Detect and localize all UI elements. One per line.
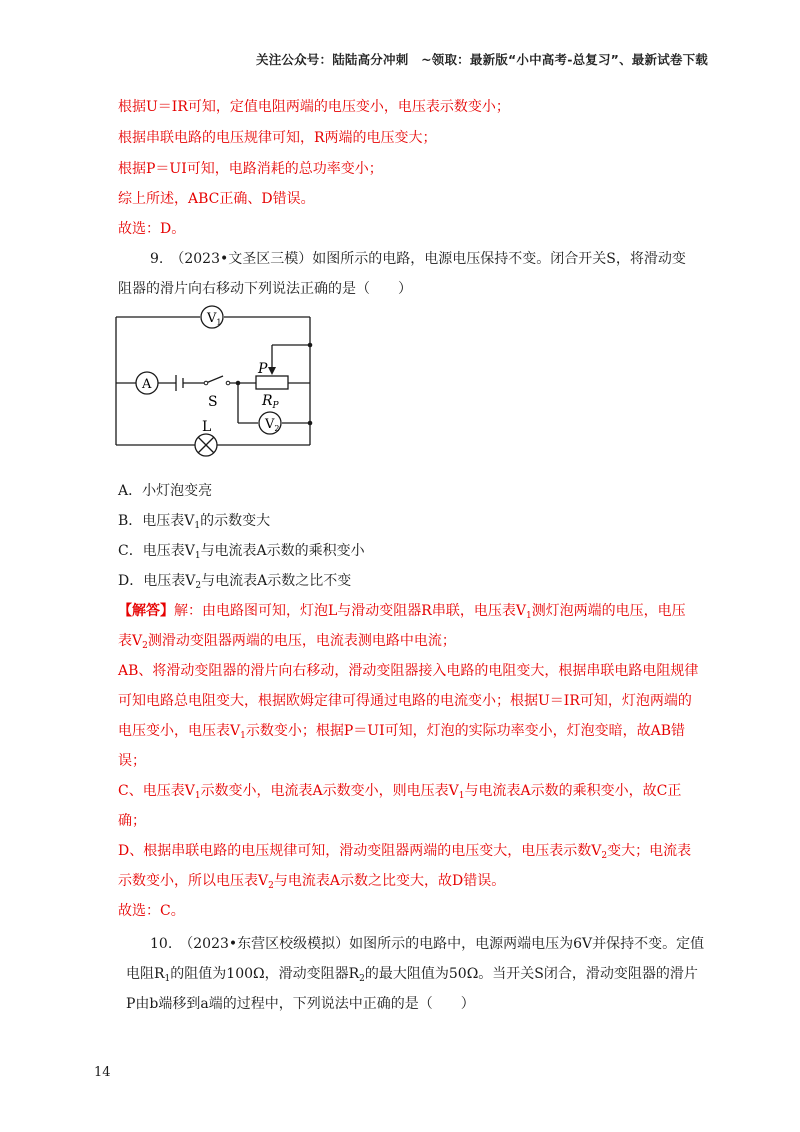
q9-answer-line-4: 可知电路总电阻变大，根据欧姆定律可得通过电路的电流变小；根据U＝IR可知，灯泡两端的 bbox=[118, 693, 692, 709]
prev-solution-line-3: 根据P＝UI可知，电路消耗的总功率变小； bbox=[118, 161, 383, 177]
q9-answer-line-3: AB、将滑动变阻器的滑片向右移动，滑动变阻器接入电路的电阻变大，根据串联电路电阻规律 bbox=[118, 663, 699, 679]
answer-tag: 【解答】 bbox=[118, 603, 174, 619]
prev-solution-conclusion: 故选：D。 bbox=[118, 221, 186, 237]
prev-solution-line-1: 根据U＝IR可知，定值电阻两端的电压变小，电压表示数变小； bbox=[118, 99, 510, 115]
lamp-label: L bbox=[202, 419, 212, 435]
q9-option-a: A．小灯泡变亮 bbox=[118, 483, 213, 499]
q10-stem-line-1: 10. （2023•东营区校级模拟）如图所示的电路中，电源两端电压为6V并保持不变。定值 bbox=[150, 936, 705, 952]
q9-answer-line-8: 确； bbox=[118, 813, 146, 829]
q9-answer-line-2: 表$V_2$测滑动变阻器两端的电压，电流表测电路中电流； bbox=[118, 633, 456, 651]
rheostat-label: $R_P$ bbox=[262, 393, 279, 411]
q9-answer-line-1: 【解答】解：由电路图可知，灯泡L与滑动变阻器R串联，电压表$V_1$测灯泡两端的电压，电压 bbox=[118, 603, 686, 621]
q9-conclusion: 故选：C。 bbox=[118, 903, 185, 919]
q9-answer-line-9: D、根据串联电路的电压规律可知，滑动变阻器两端的电压变大，电压表示数$V_2$变大；电流表 bbox=[118, 843, 692, 861]
q10-stem-line-3: P由b端移到a端的过程中，下列说法中正确的是（ ） bbox=[126, 996, 475, 1012]
q9-stem-line-2: 阻器的滑片向右移动下列说法正确的是（ ） bbox=[118, 281, 412, 297]
q9-option-d: D．电压表$V_2$与电流表A示数之比不变 bbox=[118, 573, 352, 591]
q9-answer-line-10: 示数变小，所以电压表$V_2$与电流表A示数之比变大，故D错误。 bbox=[118, 873, 506, 891]
slider-label: P bbox=[258, 361, 268, 377]
q10-stem-line-2: 电阻$R_1$的阻值为100Ω，滑动变阻器$R_2$的最大阻值为50Ω。当开关S闭合，滑动变阻器的滑片 bbox=[126, 966, 698, 984]
v2-meter-label: $V_2$ bbox=[265, 417, 280, 433]
q9-stem-line-1: 9. （2023•文圣区三模）如图所示的电路，电源电压保持不变。闭合开关S，将滑动变 bbox=[150, 251, 686, 267]
q9-answer-line-7: C、电压表$V_1$示数变小，电流表A示数变小，则电压表$V_1$与电流表A示数的乘积变小，故C正 bbox=[118, 783, 682, 801]
q9-answer-line-6: 误； bbox=[118, 753, 146, 769]
prev-solution-line-2: 根据串联电路的电压规律可知，R两端的电压变大； bbox=[118, 130, 437, 146]
q9-answer-line-5: 电压变小，电压表$V_1$示数变小；根据P＝UI可知，灯泡的实际功率变小，灯泡变暗，故AB错 bbox=[118, 723, 686, 741]
v1-meter-label: $V_1$ bbox=[207, 311, 222, 327]
q9-circuit-diagram bbox=[110, 305, 330, 465]
page-number: 14 bbox=[94, 1065, 111, 1080]
page-header: 关注公众号：陆陆高分冲刺 ~领取：最新版“小中高考-总复习”、最新试卷下载 bbox=[256, 52, 708, 67]
switch-label: S bbox=[208, 394, 218, 410]
ammeter-label: A bbox=[142, 377, 152, 392]
prev-solution-line-4: 综上所述，ABC正确、D错误。 bbox=[118, 191, 315, 207]
q9-option-c: C．电压表$V_1$与电流表A示数的乘积变小 bbox=[118, 543, 365, 561]
q9-option-b: B．电压表$V_1$的示数变大 bbox=[118, 513, 271, 531]
